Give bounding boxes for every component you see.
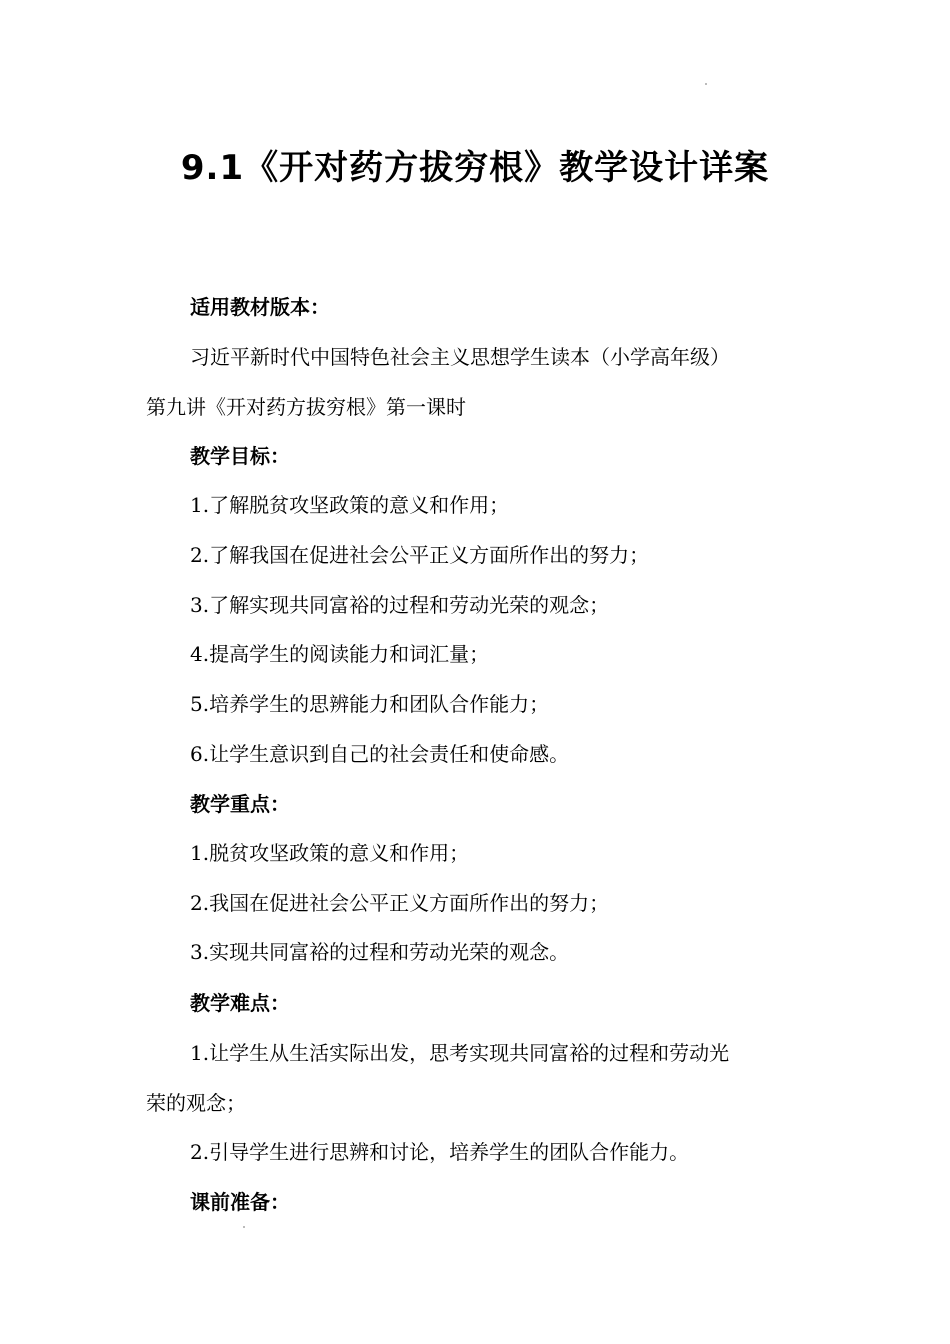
key-point-item: 2.我国在促进社会公平正义方面所作出的努力；: [190, 891, 610, 915]
key-point-item: 1.脱贫攻坚政策的意义和作用；: [190, 841, 470, 865]
difficulty-item-1-line-1: 1.让学生从生活实际出发，思考实现共同富裕的过程和劳动光: [190, 1041, 730, 1065]
objective-item: 2.了解我国在促进社会公平正义方面所作出的努力；: [190, 543, 650, 567]
difficulty-item-2: 2.引导学生进行思辨和讨论，培养学生的团队合作能力。: [190, 1140, 690, 1164]
section-heading-difficulties: 教学难点：: [190, 991, 290, 1015]
section-heading-key-points: 教学重点：: [190, 792, 290, 816]
key-point-item: 3.实现共同富裕的过程和劳动光荣的观念。: [190, 940, 570, 964]
section-heading-preparation: 课前准备：: [190, 1190, 290, 1214]
difficulty-item-1-line-2: 荣的观念；: [146, 1091, 246, 1115]
textbook-line-1: 习近平新时代中国特色社会主义思想学生读本（小学高年级）: [190, 345, 730, 369]
section-heading-objectives: 教学目标：: [190, 444, 290, 468]
page-speck: [243, 1226, 245, 1228]
objective-item: 1.了解脱贫攻坚政策的意义和作用；: [190, 493, 510, 517]
page-speck: [705, 83, 707, 85]
textbook-line-2: 第九讲《开对药方拔穷根》第一课时: [146, 395, 466, 419]
objective-item: 4.提高学生的阅读能力和词汇量；: [190, 642, 490, 666]
page-title: 9.1《开对药方拔穷根》教学设计详案: [180, 148, 770, 188]
objective-item: 6.让学生意识到自己的社会责任和使命感。: [190, 742, 570, 766]
objective-item: 3.了解实现共同富裕的过程和劳动光荣的观念；: [190, 593, 610, 617]
section-heading-textbook: 适用教材版本：: [190, 295, 330, 319]
objective-item: 5.培养学生的思辨能力和团队合作能力；: [190, 692, 550, 716]
